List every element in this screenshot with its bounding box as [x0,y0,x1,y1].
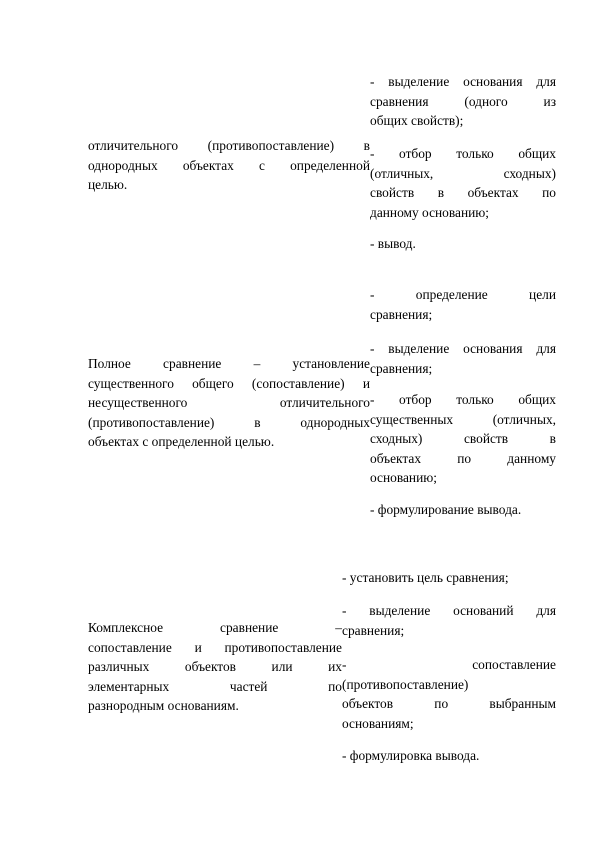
row1-right-item-1 [370,72,556,131]
text-line: отличительного (противопоставление) в [88,138,370,153]
row2-right-item-4 [370,500,556,520]
text-line: (противопоставление) в однородных [88,414,370,430]
text-line: основанию; [370,470,437,485]
text-line: - выделение основания для [370,341,556,356]
text-line: целью. [88,177,128,192]
text-line: - сопоставление [342,657,556,672]
row2-left-text [88,354,370,452]
text-line: - выделение основания для [370,74,556,89]
row3-right-item-4 [342,746,556,766]
text-line: однородных объектах с определенной [88,157,370,173]
text-line: общих свойств); [370,113,464,128]
text-line: (противопоставление) [342,676,469,692]
row3-right-item-2 [342,601,556,640]
row1-left-text [88,136,370,195]
text-line: Комплексное сравнение – [88,620,342,635]
row1-right-item-3 [370,234,556,254]
text-line: - выделение оснований для [342,603,556,618]
text-line: свойств в объектах по [370,185,556,200]
text-line: сравнения (одного из [370,93,556,109]
text-line: сравнения; [370,306,433,322]
text-line: - отбор только общих [370,392,556,407]
text-line: сходных) свойств в [370,431,556,446]
text-line: (отличных, сходных) [370,165,556,181]
row2-right-item-3 [370,390,556,488]
text-line: сравнения; [342,622,405,638]
text-line: различных объектов или их [88,659,342,674]
row3-left-text [88,618,342,716]
row3-right-item-3 [342,655,556,733]
row2-right-item-1 [370,285,556,324]
text-line: данному основанию; [370,204,490,220]
row2-right-item-2 [370,339,556,378]
text-line: объектах с определенной целью. [88,434,275,449]
text-line: - формулировка вывода. [342,748,480,763]
text-line: Полное сравнение – установление [88,356,370,371]
text-line: объектов по выбранным [342,696,556,711]
row3-right-item-1 [342,568,556,588]
text-line: разнородным основаниям. [88,698,239,713]
text-line: основаниям; [342,715,414,731]
text-line: элементарных частей по [88,678,342,694]
text-line: сопоставление и противопоставление [88,639,342,655]
text-line: - вывод. [370,236,416,251]
text-line: несущественного отличительного [88,395,370,410]
text-line: сравнения; [370,360,433,376]
text-line: объектах по данному [370,450,556,466]
text-line: - установить цель сравнения; [342,570,509,585]
text-line: - формулирование вывода. [370,502,522,517]
text-line: существенного общего (сопоставление) и [88,375,370,391]
text-line: существенных (отличных, [370,411,556,427]
text-line: - определение цели [370,287,556,302]
row1-right-item-2 [370,144,556,222]
text-line: - отбор только общих [370,146,556,161]
